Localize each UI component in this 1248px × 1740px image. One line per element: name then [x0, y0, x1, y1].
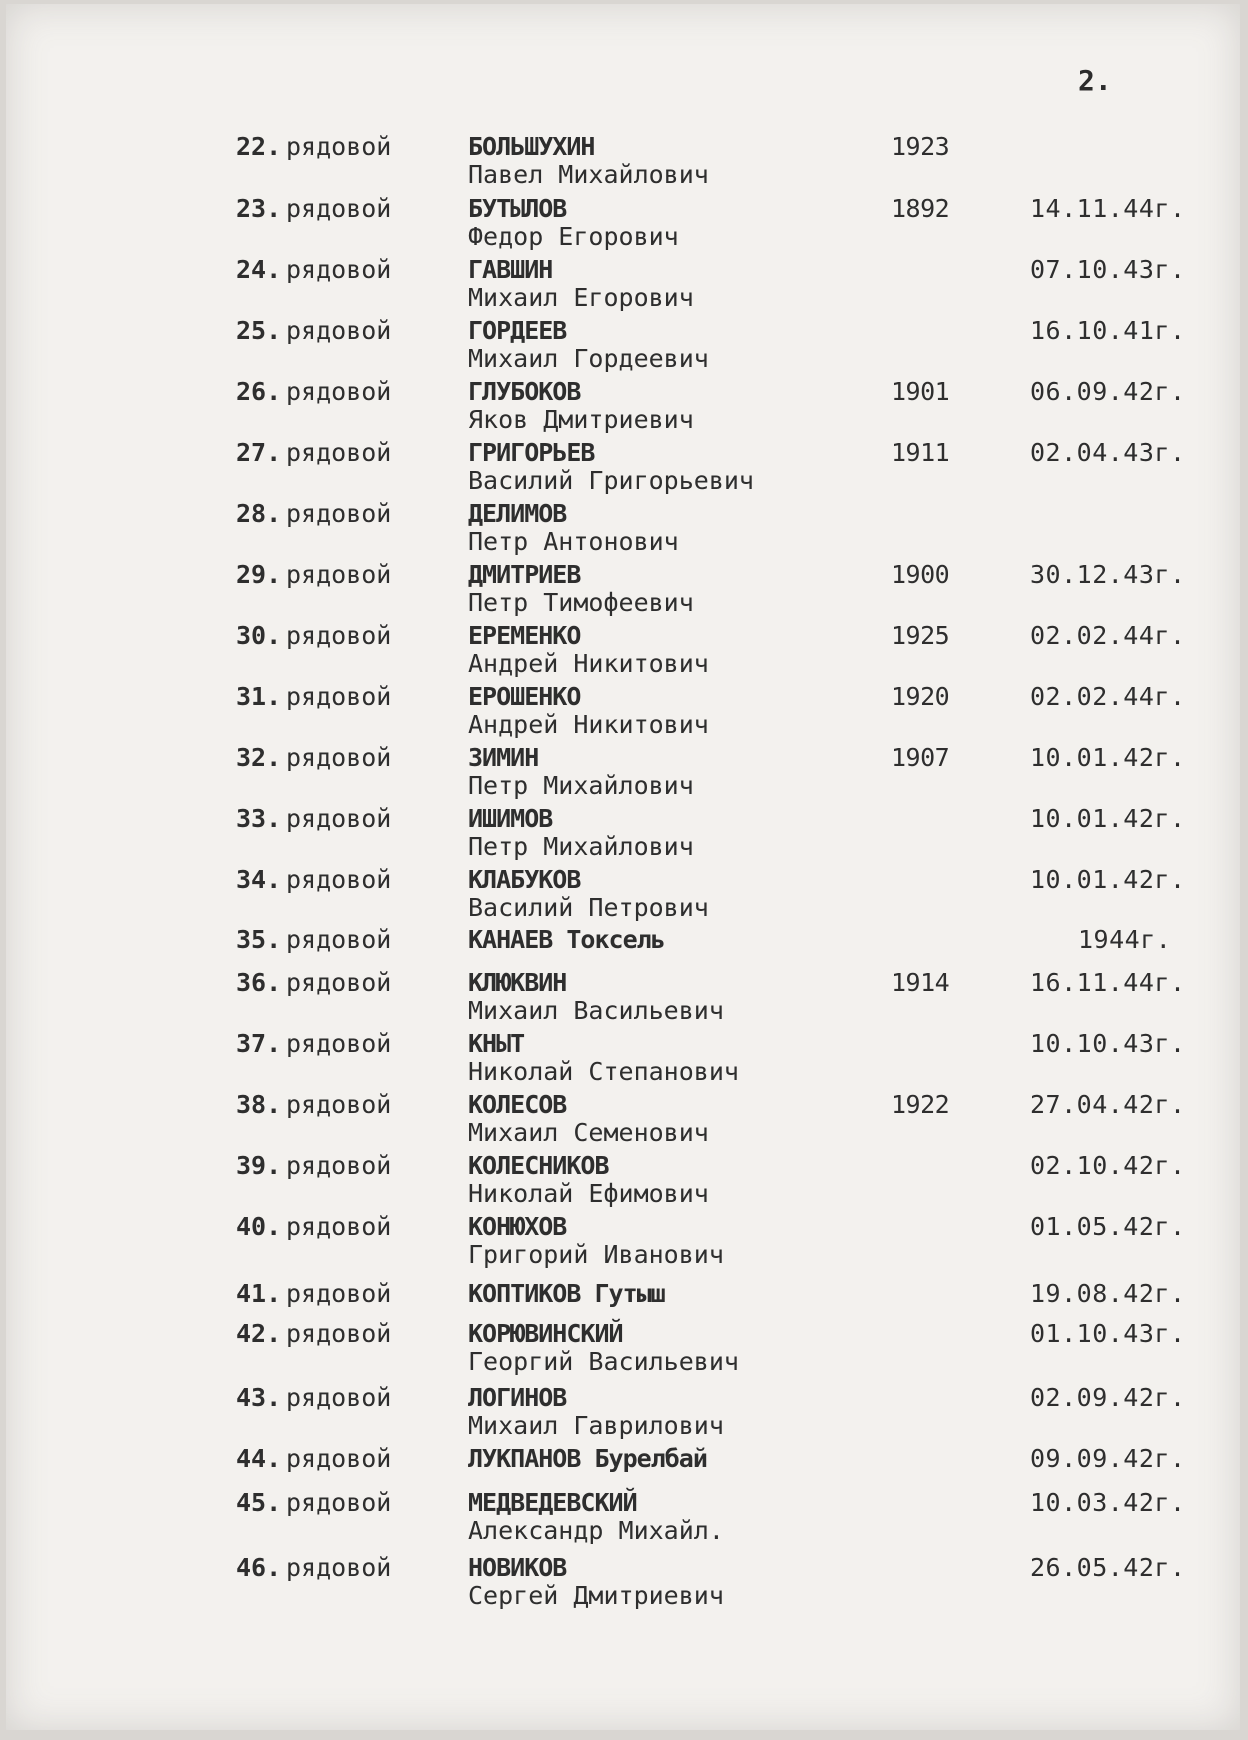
entry-surname: КОРЮВИНСКИЙ	[468, 1319, 623, 1348]
entry-surname: ГОРДЕЕВ	[468, 316, 567, 345]
entry-number: 28.	[236, 499, 282, 528]
entry-date: 02.02.44г.	[1030, 621, 1186, 650]
entry-number: 26.	[236, 377, 282, 406]
entry-number: 25.	[236, 316, 282, 345]
entry-given-names: Михаил Семенович	[468, 1118, 709, 1147]
entry-surname: ЛУКПАНОВ Бурелбай	[468, 1444, 707, 1473]
entry-number: 42.	[236, 1319, 282, 1348]
entry-surname: ГЛУБОКОВ	[468, 377, 581, 406]
entry-rank: рядовой	[286, 316, 392, 345]
entry-rank: рядовой	[286, 743, 392, 772]
entry-number: 29.	[236, 560, 282, 589]
entry-rank: рядовой	[286, 1090, 392, 1119]
entry-rank: рядовой	[286, 377, 392, 406]
entry-number: 32.	[236, 743, 282, 772]
entry-number: 36.	[236, 968, 282, 997]
entry-surname: ИШИМОВ	[468, 804, 553, 833]
entry-number: 45.	[236, 1488, 282, 1517]
entry-rank: рядовой	[286, 1553, 392, 1582]
entry-date: 16.11.44г.	[1030, 968, 1186, 997]
entry-birth-year: 1922	[891, 1090, 950, 1119]
entry-date: 26.05.42г.	[1030, 1553, 1186, 1582]
entry-number: 38.	[236, 1090, 282, 1119]
entry-birth-year: 1914	[891, 968, 950, 997]
entry-surname: КАНАЕВ Токсель	[468, 925, 665, 954]
entry-surname: КОПТИКОВ Гутыш	[468, 1279, 665, 1308]
entry-surname: НОВИКОВ	[468, 1553, 567, 1582]
entry-surname: ГРИГОРЬЕВ	[468, 438, 595, 467]
entry-surname: ЕРОШЕНКО	[468, 682, 581, 711]
entry-number: 37.	[236, 1029, 282, 1058]
entry-birth-year: 1923	[891, 132, 950, 161]
entry-date: 06.09.42г.	[1030, 377, 1186, 406]
entry-number: 31.	[236, 682, 282, 711]
entry-number: 40.	[236, 1212, 282, 1241]
entry-surname: ЗИМИН	[468, 743, 539, 772]
document-page	[6, 4, 1240, 1730]
entry-surname: КЛАБУКОВ	[468, 865, 581, 894]
entry-surname: МЕДВЕДЕВСКИЙ	[468, 1488, 637, 1517]
entry-date: 10.01.42г.	[1030, 804, 1186, 833]
entry-date: 27.04.42г.	[1030, 1090, 1186, 1119]
entry-rank: рядовой	[286, 682, 392, 711]
entry-number: 24.	[236, 255, 282, 284]
entry-surname: ДМИТРИЕВ	[468, 560, 581, 589]
entry-given-names: Яков Дмитриевич	[468, 405, 694, 434]
entry-given-names: Григорий Иванович	[468, 1240, 724, 1269]
entry-given-names: Александр Михайл.	[468, 1516, 724, 1545]
entry-surname: КОЛЕСНИКОВ	[468, 1151, 609, 1180]
entry-date: 10.10.43г.	[1030, 1029, 1186, 1058]
entry-birth-year: 1900	[891, 560, 950, 589]
entry-number: 43.	[236, 1383, 282, 1412]
entry-surname: ГАВШИН	[468, 255, 553, 284]
entry-surname: КОЛЕСОВ	[468, 1090, 567, 1119]
entry-given-names: Петр Михайлович	[468, 771, 694, 800]
entry-given-names: Георгий Васильевич	[468, 1347, 739, 1376]
entry-date: 30.12.43г.	[1030, 560, 1186, 589]
entry-given-names: Михаил Гордеевич	[468, 344, 709, 373]
entry-rank: рядовой	[286, 621, 392, 650]
entry-given-names: Андрей Никитович	[468, 649, 709, 678]
entry-rank: рядовой	[286, 1212, 392, 1241]
entry-given-names: Сергей Дмитриевич	[468, 1581, 724, 1610]
entry-date: 10.03.42г.	[1030, 1488, 1186, 1517]
entry-date: 02.10.42г.	[1030, 1151, 1186, 1180]
entry-given-names: Петр Михайлович	[468, 832, 694, 861]
entry-given-names: Николай Ефимович	[468, 1179, 709, 1208]
entry-date: 14.11.44г.	[1030, 194, 1186, 223]
entry-given-names: Михаил Гаврилович	[468, 1411, 724, 1440]
entry-number: 27.	[236, 438, 282, 467]
entry-date: 16.10.41г.	[1030, 316, 1186, 345]
entry-given-names: Василий Григорьевич	[468, 466, 754, 495]
entry-number: 35.	[236, 925, 282, 954]
entry-birth-year: 1911	[891, 438, 950, 467]
entry-date: 07.10.43г.	[1030, 255, 1186, 284]
entry-birth-year: 1901	[891, 377, 950, 406]
entry-date: 02.04.43г.	[1030, 438, 1186, 467]
entry-rank: рядовой	[286, 1151, 392, 1180]
entry-date: 1944г.	[1078, 925, 1172, 954]
entry-number: 22.	[236, 132, 282, 161]
entry-rank: рядовой	[286, 865, 392, 894]
entry-rank: рядовой	[286, 1488, 392, 1517]
entry-surname: БУТЫЛОВ	[468, 194, 567, 223]
entry-rank: рядовой	[286, 1279, 392, 1308]
page-number: 2.	[1078, 64, 1112, 97]
entry-date: 01.10.43г.	[1030, 1319, 1186, 1348]
entry-rank: рядовой	[286, 1383, 392, 1412]
entry-date: 09.09.42г.	[1030, 1444, 1186, 1473]
entry-date: 01.05.42г.	[1030, 1212, 1186, 1241]
entry-rank: рядовой	[286, 1319, 392, 1348]
entry-birth-year: 1925	[891, 621, 950, 650]
entry-number: 41.	[236, 1279, 282, 1308]
entry-rank: рядовой	[286, 1444, 392, 1473]
entry-given-names: Андрей Никитович	[468, 710, 709, 739]
entry-rank: рядовой	[286, 438, 392, 467]
entry-given-names: Василий Петрович	[468, 893, 709, 922]
entry-date: 19.08.42г.	[1030, 1279, 1186, 1308]
entry-rank: рядовой	[286, 804, 392, 833]
entry-given-names: Петр Антонович	[468, 527, 679, 556]
entry-surname: ЛОГИНОВ	[468, 1383, 567, 1412]
entry-surname: ЕРЕМЕНКО	[468, 621, 581, 650]
entry-rank: рядовой	[286, 194, 392, 223]
entry-date: 10.01.42г.	[1030, 743, 1186, 772]
entry-date: 02.09.42г.	[1030, 1383, 1186, 1412]
entry-surname: КНЫТ	[468, 1029, 525, 1058]
entry-rank: рядовой	[286, 968, 392, 997]
entry-rank: рядовой	[286, 132, 392, 161]
entry-number: 23.	[236, 194, 282, 223]
entry-rank: рядовой	[286, 560, 392, 589]
entry-given-names: Петр Тимофеевич	[468, 588, 694, 617]
entry-number: 34.	[236, 865, 282, 894]
entry-date: 10.01.42г.	[1030, 865, 1186, 894]
entry-number: 44.	[236, 1444, 282, 1473]
entry-given-names: Михаил Егорович	[468, 283, 694, 312]
entry-surname: КЛЮКВИН	[468, 968, 567, 997]
entry-surname: ДЕЛИМОВ	[468, 499, 567, 528]
entry-birth-year: 1907	[891, 743, 950, 772]
entry-number: 46.	[236, 1553, 282, 1582]
entry-surname: КОНЮХОВ	[468, 1212, 567, 1241]
entry-rank: рядовой	[286, 499, 392, 528]
entry-given-names: Николай Степанович	[468, 1057, 739, 1086]
entry-number: 39.	[236, 1151, 282, 1180]
entry-rank: рядовой	[286, 1029, 392, 1058]
entry-given-names: Михаил Васильевич	[468, 996, 724, 1025]
entry-given-names: Павел Михайлович	[468, 160, 709, 189]
entry-given-names: Федор Егорович	[468, 222, 679, 251]
entry-birth-year: 1920	[891, 682, 950, 711]
entry-number: 30.	[236, 621, 282, 650]
entry-birth-year: 1892	[891, 194, 950, 223]
entry-number: 33.	[236, 804, 282, 833]
entry-rank: рядовой	[286, 925, 392, 954]
entry-surname: БОЛЬШУХИН	[468, 132, 595, 161]
entry-date: 02.02.44г.	[1030, 682, 1186, 711]
entry-rank: рядовой	[286, 255, 392, 284]
